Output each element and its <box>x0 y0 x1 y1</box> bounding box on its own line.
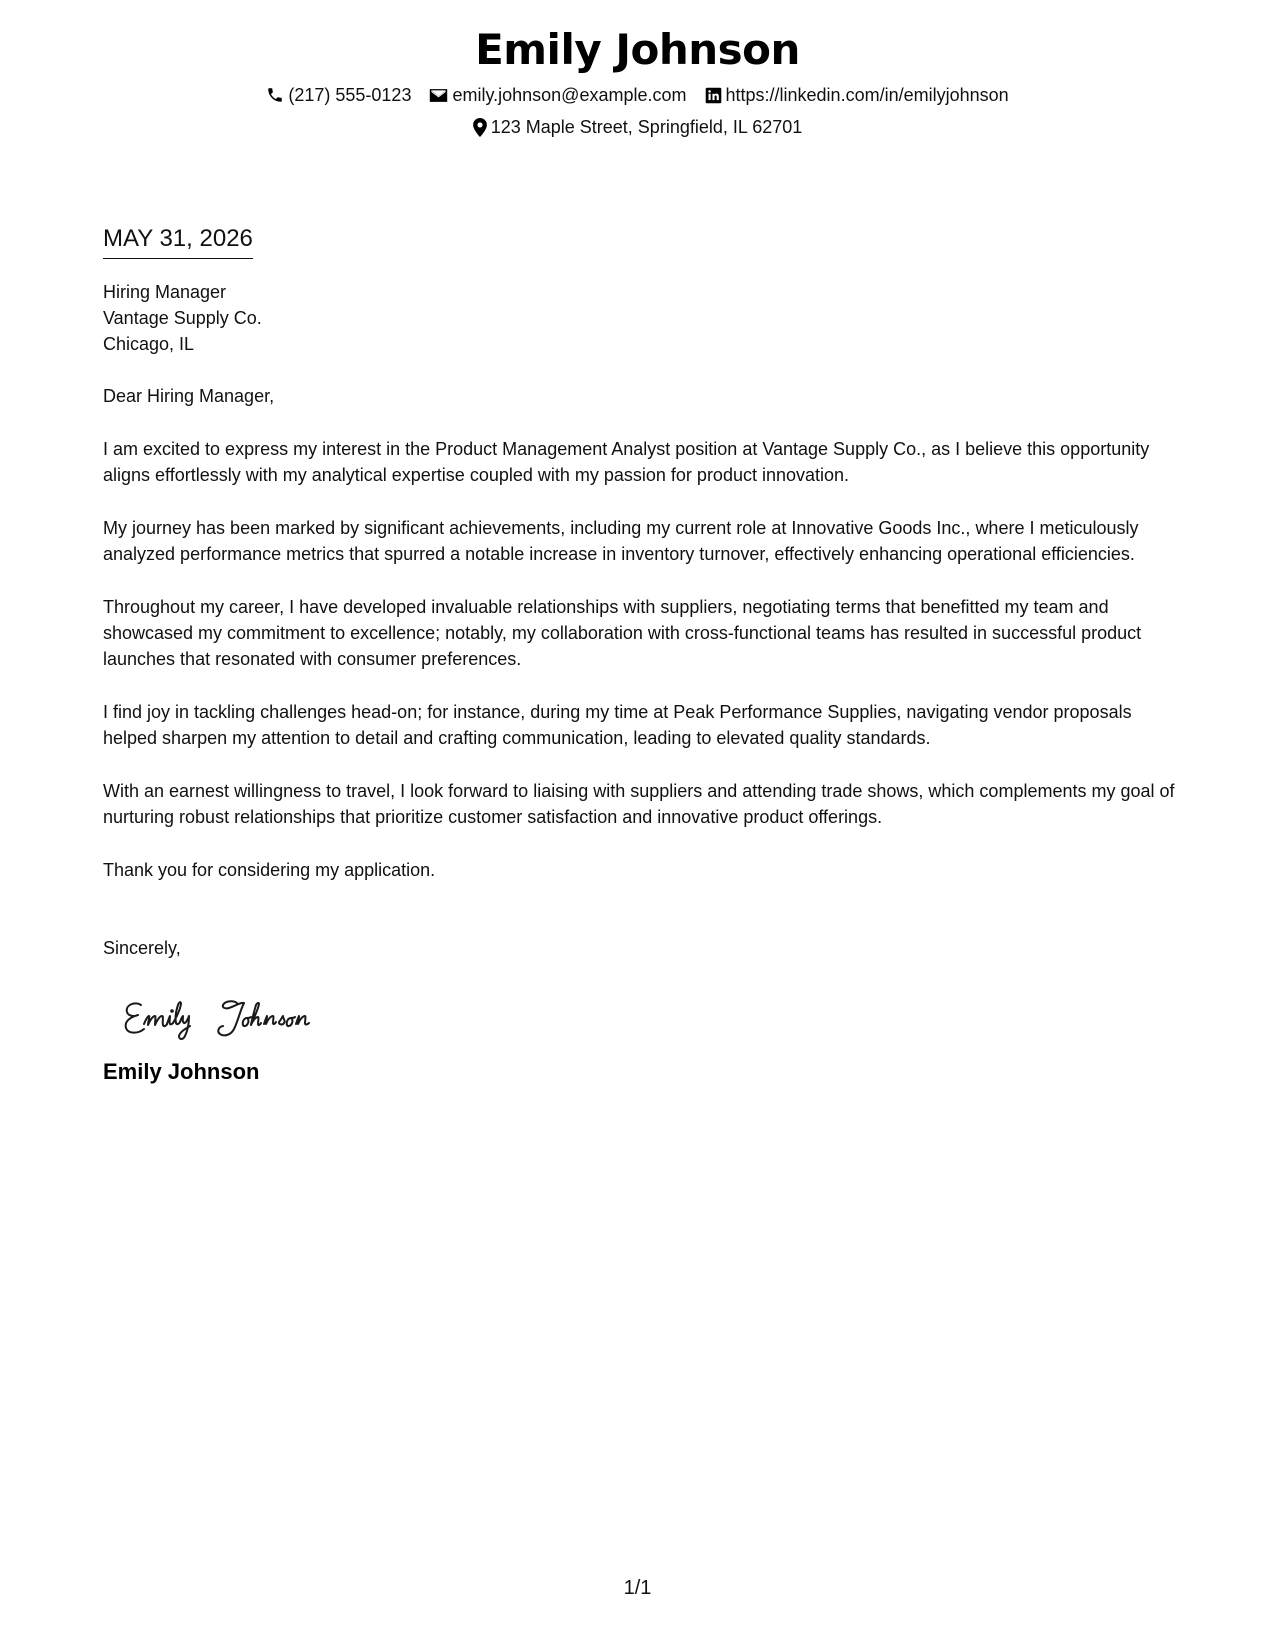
address-row <box>0 114 1275 140</box>
recipient-title: Hiring Manager <box>103 282 227 302</box>
phone-icon <box>266 86 284 104</box>
email-contact[interactable] <box>429 82 686 108</box>
body-paragraph: With an earnest willingness to travel, I look forward to liaising with suppliers and attending trade shows, which complements my goal of nurturing robust relationships that prioritize customer satisfaction and innovative product offerings. <box>103 781 1175 827</box>
letter-body <box>103 222 1183 1087</box>
body-paragraph: I find joy in tackling challenges head-on; for instance, during my time at Peak Performance Supplies, navigating vendor proposals helped sharpen my attention to detail and crafting communication, leading to elevated quality standards. <box>103 702 1132 748</box>
recipient-company: Vantage Supply Co. <box>103 308 262 328</box>
body-paragraph: Throughout my career, I have developed invaluable relationships with suppliers, negotiating terms that benefitted my team and showcased my commitment to excellence; notably, my collaboration with cross-functional teams has resulted in successful product launches that resonated with consumer preferences. <box>103 597 1142 669</box>
recipient-block <box>103 279 1183 357</box>
body-paragraph: My journey has been marked by significant achievements, including my current role at Innovative Goods Inc., where I meticulously analyzed performance metrics that spurred a notable increase in inventory turnover, effectively enhancing operational efficiencies. <box>103 518 1139 564</box>
linkedin-url[interactable]: https://linkedin.com/in/emilyjohnson <box>725 85 1009 105</box>
phone-number: (217) 555-0123 <box>288 85 412 105</box>
handwritten-signature <box>119 991 359 1047</box>
letter-date: MAY 31, 2026 <box>103 222 253 259</box>
linkedin-icon <box>705 87 722 104</box>
body-paragraph: Thank you for considering my application. <box>103 860 436 880</box>
letter-header <box>0 22 1275 140</box>
envelope-icon <box>429 88 448 103</box>
map-pin-icon <box>473 118 487 137</box>
signed-name: Emily Johnson <box>103 1059 260 1084</box>
page-number: 1/1 <box>623 1577 652 1599</box>
phone-contact <box>266 82 411 108</box>
closing: Sincerely, <box>103 938 181 958</box>
address-contact <box>473 114 803 140</box>
salutation: Dear Hiring Manager, <box>103 386 275 406</box>
street-address: 123 Maple Street, Springfield, IL 62701 <box>490 117 803 137</box>
applicant-name: Emily Johnson <box>475 25 800 74</box>
body-paragraph: I am excited to express my interest in the Product Management Analyst position at Vantage Supply Co., as I believe this opportunity aligns effortlessly with my analytical expertise coupled with my passion for product innovation. <box>103 439 1150 485</box>
contact-row <box>0 82 1275 108</box>
linkedin-contact[interactable] <box>705 82 1009 108</box>
email-address[interactable]: emily.johnson@example.com <box>452 85 687 105</box>
recipient-location: Chicago, IL <box>103 334 195 354</box>
